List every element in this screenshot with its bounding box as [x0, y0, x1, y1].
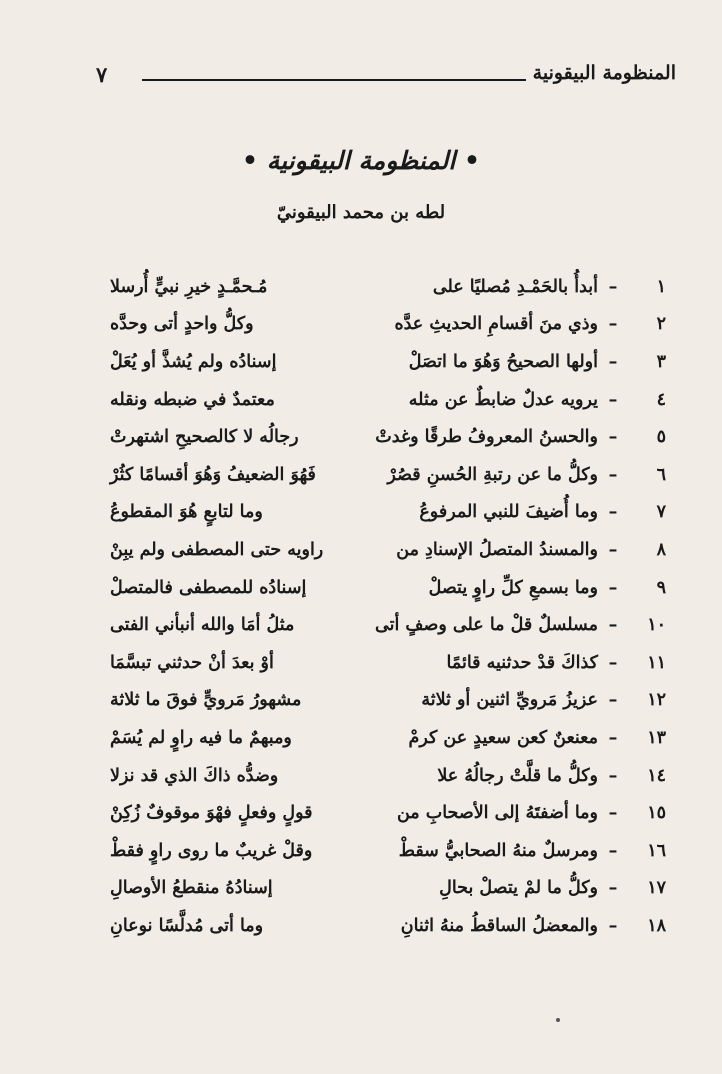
second-hemistich: وقلْ غريبٌ ما روى راوٍ فقطْ [110, 840, 313, 861]
verse-number: ١٢ [647, 690, 666, 711]
second-hemistich: مثلُ أمَا والله أنبأني الفتى [110, 615, 295, 636]
second-hemistich: معتمدٌ في ضبطه ونقله [110, 389, 275, 410]
verse-number: ١٠ [647, 615, 666, 636]
verse-number: ١٦ [647, 840, 666, 861]
verse-dash: – [608, 464, 618, 485]
verse-number: ١٨ [647, 915, 666, 936]
first-hemistich: وما أضفتَهُ إلى الأصحابِ من [396, 803, 598, 824]
verse-dash: – [608, 878, 618, 899]
verse-number: ٥ [656, 427, 666, 448]
verse-number: ٩ [656, 577, 666, 598]
verse-row [110, 719, 666, 757]
running-title: المنظومة البيقونية [532, 62, 676, 84]
second-hemistich: إسنادُه للمصطفى فالمتصلْ [110, 577, 307, 598]
verse-dash: – [608, 803, 618, 824]
second-hemistich: أوْ بعدَ أنْ حدثني تبسَّمَا [110, 652, 274, 673]
header-rule [142, 79, 526, 81]
second-hemistich: وكلُّ واحدٍ أتى وحدَّه [110, 314, 254, 335]
first-hemistich: مسلسلٌ قلْ ما على وصفٍ أتى [375, 615, 598, 636]
verse-number: ١١ [647, 652, 666, 673]
verse-row [110, 907, 666, 945]
first-hemistich: والمسندُ المتصلُ الإسنادِ من [396, 539, 598, 560]
verse-row [110, 569, 666, 607]
verse-row [110, 832, 666, 870]
verse-row [110, 606, 666, 644]
verse-number: ١ [656, 276, 666, 297]
verse-dash: – [608, 615, 618, 636]
verse-row [110, 343, 666, 381]
first-hemistich: ومرسلٌ منهُ الصحابيُّ سقطْ [398, 840, 598, 861]
first-hemistich: والمعضلُ الساقطُ منهُ اثنانِ [400, 915, 598, 936]
second-hemistich: قولٍ وفعلٍ فهْوَ موقوفٌ زُكِنْ [110, 803, 313, 824]
verse-row [110, 381, 666, 419]
second-hemistich: وما لتابعٍ هُوَ المقطوعُ [110, 502, 263, 523]
verse-number: ١٥ [647, 803, 666, 824]
second-hemistich: وما أتى مُدلَّسًا نوعانِ [110, 915, 264, 936]
verse-number: ١٧ [647, 878, 666, 899]
first-hemistich: عزيزُ مَرويِّ اثنين أو ثلاثة [421, 690, 598, 711]
second-hemistich: فَهُوَ الضعيفُ وَهُوَ أقسامًا كثُرْ [110, 464, 316, 485]
verse-row [110, 456, 666, 494]
second-hemistich: راويه حتى المصطفى ولم يبِنْ [110, 539, 324, 560]
first-hemistich: وذي منَ أقسامِ الحديثِ عدَّه [394, 314, 598, 335]
first-hemistich: معنعنٌ كعن سعيدٍ عن كرمْ [408, 727, 598, 748]
second-hemistich: إسنادُهُ منقطعُ الأوصالِ [110, 878, 273, 899]
first-hemistich: وما بسمعِ كلِّ راوٍ يتصلْ [428, 577, 598, 598]
first-hemistich: يرويه عدلٌ ضابطٌ عن مثله [408, 389, 598, 410]
verse-number: ٢ [656, 314, 666, 335]
verse-row [110, 794, 666, 832]
first-hemistich: أولها الصحيحُ وَهُوَ ما اتصَلْ [408, 351, 598, 372]
verse-dash: – [608, 690, 618, 711]
second-hemistich: مُـحمَّـدٍ خيرِ نبيٍّ أُرسلا [110, 276, 268, 297]
second-hemistich: مشهورُ مَرويٍّ فوقَ ما ثلاثة [110, 690, 302, 711]
poem-title: • المنظومة البيقونية • [242, 146, 480, 175]
verse-dash: – [608, 577, 618, 598]
verse-dash: – [608, 652, 618, 673]
verse-dash: – [608, 765, 618, 786]
verse-number: ٧ [656, 502, 666, 523]
verse-dash: – [608, 502, 618, 523]
verse-number: ١٣ [647, 727, 666, 748]
first-hemistich: وكلُّ ما عن رتبةِ الحُسنِ قصُرْ [387, 464, 598, 485]
verse-dash: – [608, 389, 618, 410]
second-hemistich: رجالُه لا كالصحيحِ اشتهرتْ [110, 427, 299, 448]
author-line: لطه بن محمد البيقونيّ [276, 202, 446, 223]
verse-dash: – [608, 276, 618, 297]
print-dot [556, 1018, 560, 1022]
verse-dash: – [608, 539, 618, 560]
first-hemistich: كذاكَ قدْ حدثنيه قائمًا [446, 652, 598, 673]
verse-row [110, 531, 666, 569]
verse-dash: – [608, 727, 618, 748]
verse-dash: – [608, 915, 618, 936]
verse-dash: – [608, 840, 618, 861]
verse-row [110, 306, 666, 344]
verse-number: ٤ [656, 389, 666, 410]
verse-row [110, 644, 666, 682]
first-hemistich: والحسنُ المعروفُ طرقًا وغدتْ [375, 427, 598, 448]
first-hemistich: وكلُّ ما قلَّتْ رجالُهُ علا [437, 765, 598, 786]
verse-row [110, 494, 666, 532]
page-number: ٧ [96, 62, 108, 87]
verse-number: ١٤ [647, 765, 666, 786]
verse-row [110, 682, 666, 720]
verse-dash: – [608, 314, 618, 335]
first-hemistich: وكلُّ ما لمْ يتصلْ بحالِ [439, 878, 598, 899]
page-header [96, 62, 676, 98]
verse-number: ٦ [656, 464, 666, 485]
first-hemistich: وما أُضيفَ للنبي المرفوعُ [419, 502, 598, 523]
second-hemistich: ومبهمٌ ما فيه راوٍ لم يُسَمْ [110, 727, 292, 748]
verse-row [110, 418, 666, 456]
verse-list [110, 268, 666, 945]
verse-dash: – [608, 427, 618, 448]
second-hemistich: وضدُّه ذاكَ الذي قد نزلا [110, 765, 279, 786]
verse-number: ٨ [656, 539, 666, 560]
verse-row [110, 757, 666, 795]
verse-row [110, 870, 666, 908]
verse-dash: – [608, 351, 618, 372]
first-hemistich: أبدأُ بالحَمْـدِ مُصليًا على [432, 276, 598, 297]
verse-row [110, 268, 666, 306]
verse-number: ٣ [656, 351, 666, 372]
second-hemistich: إسنادُه ولم يُشذَّ أو يُعَلْ [110, 351, 277, 372]
